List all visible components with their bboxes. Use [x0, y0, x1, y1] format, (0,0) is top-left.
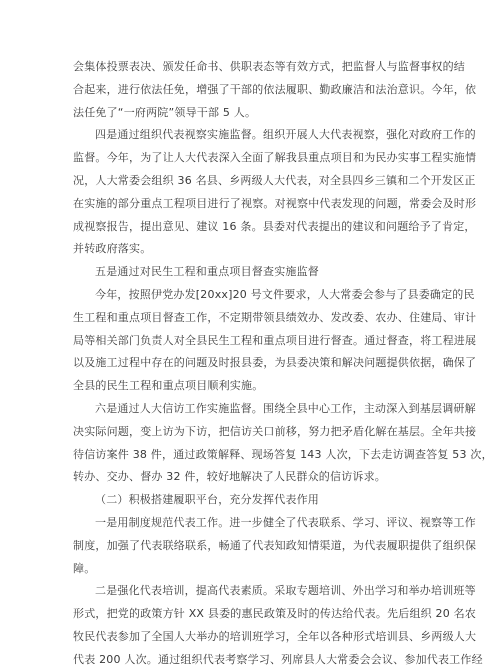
text-line: 合起来，进行依法任免，增强了干部的依法履职、勤政廉洁和法治意识。今年，依 [73, 82, 477, 96]
text-line: 转办、交办、督办 32 件，较好地解决了人民群众的信访诉求。 [73, 470, 386, 484]
text-line: 代表 200 人次。通过组织代表考察学习、列席县人大常委会会议、参加代表工作经 [73, 652, 483, 666]
text-line: 会集体投票表决、颁发任命书、供职表态等有效方式，把监督人与监督事权的结 [73, 60, 465, 73]
text-line: 在实施的部分重点工程项目进行了视察。对视察中代表发现的问题，常委会及时形 [73, 196, 477, 210]
text-line: 障。 [73, 561, 96, 575]
text-line: 制度，加强了代表联络联系，畅通了代表知政知情渠道，为代表履职提供了组织保 [73, 538, 477, 552]
text-line: （二）积极搭建履职平台，充分发挥代表作用 [95, 493, 319, 507]
text-line: 待信访案件 38 件，通过政策解释、现场答复 143 人次，下去走访调查答复 53 次， [73, 447, 493, 461]
text-line: 四是通过组织代表视察实施监督。组织开展人大代表视察，强化对政府工作的 [95, 128, 476, 142]
text-line: 五是通过对民生工程和重点项目督查实施监督 [95, 265, 319, 279]
text-line: 一是用制度规范代表工作。进一步健全了代表联系、学习、评议、视察等工作 [95, 515, 476, 529]
text-line: 监督。今年，为了让人大代表深入全面了解我县重点项目和为民办实事工程实施情 [73, 151, 477, 165]
text-line: 并转政府落实。 [73, 242, 152, 256]
text-line: 生工程和重点项目督查工作，不定期带领县绩效办、发改委、农办、住建局、审计 [73, 310, 477, 324]
text-line: 今年，按照伊党办发[20xx]20 号文件要求，人大常委会参与了县委确定的民 [95, 287, 475, 301]
text-line: 全县的民生工程和重点项目顺利实施。 [73, 379, 264, 393]
document-body [73, 56, 493, 672]
text-line: 以及施工过程中存在的问题及时报县委，为县委决策和解决问题提供依据，确保了 [73, 356, 477, 370]
text-line: 况，人大常委会组织 36 名县、乡两级人大代表，对全县四乡三镇和二个开发区正 [73, 173, 476, 187]
text-line: 法任免了“一府两院”领导干部 5 人。 [73, 105, 257, 119]
text-line: 形式，把党的政策方针 XX 县委的惠民政策及时的传达给代表。先后组织 20 名农 [73, 607, 477, 621]
text-line: 六是通过人大信访工作实施监督。围绕全县中心工作，主动深入到基层调研解 [95, 401, 476, 415]
text-line: 决实际问题，变上访为下访，把信访关口前移，努力把矛盾化解在基层。全年共接 [73, 424, 477, 438]
text-line: 牧民代表参加了全国人大举办的培训班学习，全年以各种形式培训县、乡两级人大 [73, 629, 477, 643]
text-line: 局等相关部门负责人对全县民生工程和重点项目进行督查。通过督查，将工程进展 [73, 333, 477, 347]
text-line: 二是强化代表培训，提高代表素质。采取专题培训、外出学习和举办培训班等 [95, 584, 476, 598]
text-line: 成视察报告，提出意见、建议 16 条。县委对代表提出的建议和问题给予了肯定， [73, 219, 476, 233]
